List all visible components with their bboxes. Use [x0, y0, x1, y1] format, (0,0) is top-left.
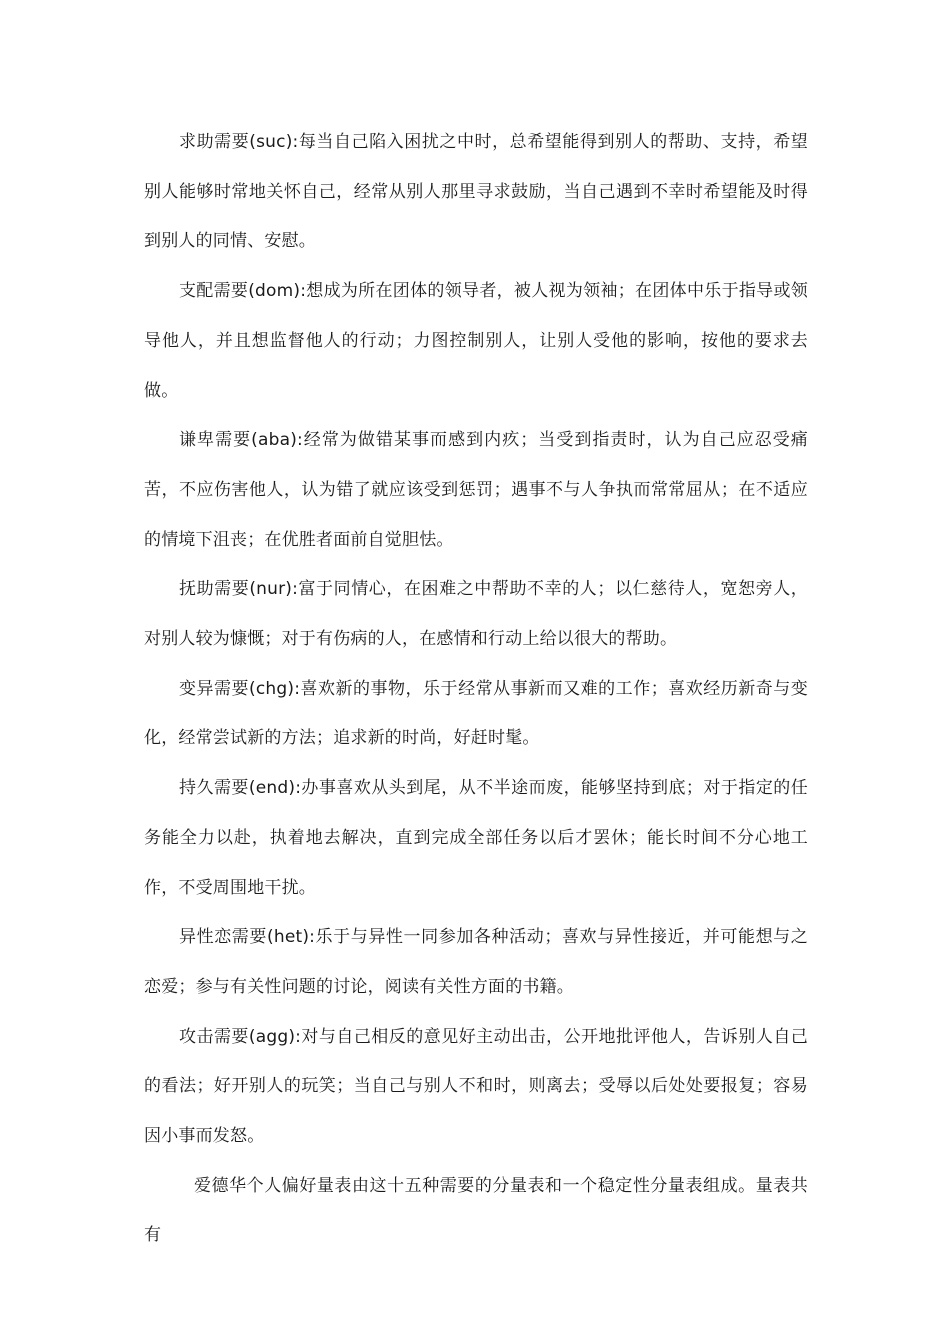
document-body	[144, 118, 808, 1261]
paragraph-succorance: 求助需要(suc):每当自己陷入困扰之中时，总希望能得到别人的帮助、支持，希望别人能够时常地关怀自己，经常从别人那里寻求鼓励，当自己遇到不幸时希望能及时得到别人的同情、安慰。	[144, 132, 808, 252]
paragraph-change: 变异需要(chg):喜欢新的事物，乐于经常从事新而又难的工作；喜欢经历新奇与变化，经常尝试新的方法；追求新的时尚，好赶时髦。	[144, 678, 808, 749]
paragraph-abasement: 谦卑需要(aba):经常为做错某事而感到内疚；当受到指责时，认为自己应忍受痛苦，不应伤害他人，认为错了就应该受到惩罚；遇事不与人争执而常常屈从；在不适应的情境下沮丧；在优胜者面前自觉胆怯。	[144, 430, 808, 550]
paragraph-dominance: 支配需要(dom):想成为所在团体的领导者，被人视为领袖；在团体中乐于指导或领导他人，并且想监督他人的行动；力图控制别人，让别人受他的影响，按他的要求去做。	[144, 281, 808, 401]
paragraph-endurance: 持久需要(end):办事喜欢从头到尾，从不半途而废，能够坚持到底；对于指定的任务能全力以赴，执着地去解决，直到完成全部任务以后才罢休；能长时间不分心地工作，不受周围地干扰。	[144, 778, 808, 898]
paragraph-aggression: 攻击需要(agg):对与自己相反的意见好主动出击，公开地批评他人，告诉别人自己的看法；好开别人的玩笑；当自己与别人不和时，则离去；受辱以后处处要报复；容易因小事而发怒。	[144, 1026, 808, 1147]
paragraph-heterosexuality: 异性恋需要(het):乐于与异性一同参加各种活动；喜欢与异性接近，并可能想与之恋爱；参与有关性问题的讨论，阅读有关性方面的书籍。	[144, 927, 808, 997]
paragraph-nurturance: 抚助需要(nur):富于同情心，在困难之中帮助不幸的人；以仁慈待人，宽恕旁人，对别人较为慷慨；对于有伤病的人，在感情和行动上给以很大的帮助。	[144, 579, 808, 650]
paragraph-scale-summary: 爱德华个人偏好量表由这十五种需要的分量表和一个稳定性分量表组成。量表共有	[144, 1175, 808, 1246]
